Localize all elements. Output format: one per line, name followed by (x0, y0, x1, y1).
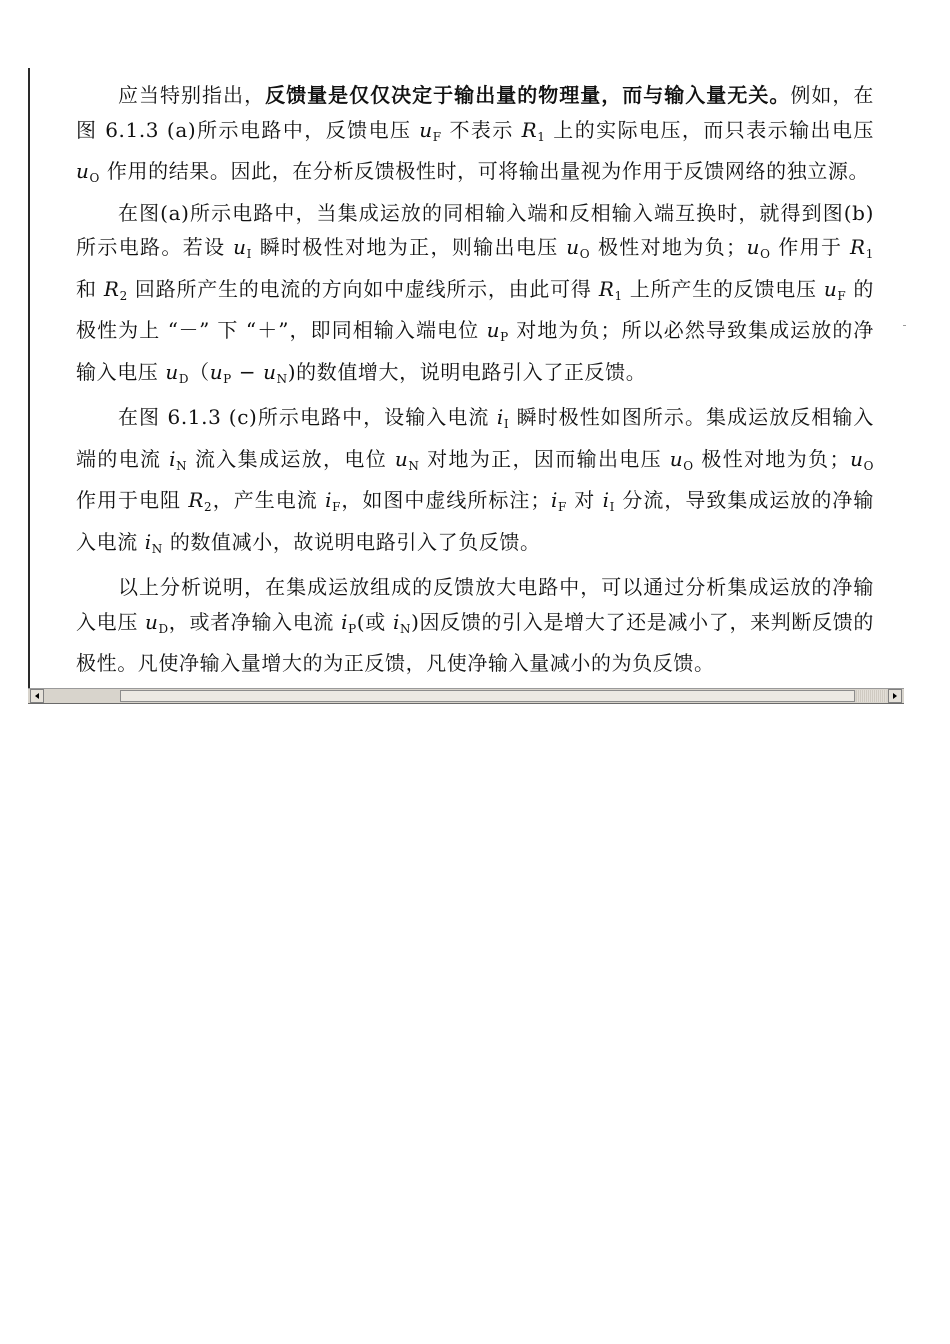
text-run: 不表示 (441, 117, 522, 142)
text-run: 对地为正，因而输出电压 (419, 446, 670, 471)
text-run: 和 (76, 276, 104, 301)
text-run: 极性对地为负； (693, 446, 851, 471)
symbol-R1: $R_1$ (521, 117, 546, 144)
text-run: 作用于 (770, 235, 851, 259)
text-run: 上的实际电压，而只表示输出电压 (545, 117, 874, 142)
paragraph-3 (76, 400, 874, 566)
text-run: − (231, 359, 264, 384)
symbol-iP: $i_P$ (341, 609, 357, 636)
text-run: （ (189, 359, 210, 384)
symbol-uO: $u_O$ (850, 446, 875, 473)
symbol-uN: $u_N$ (394, 446, 420, 473)
symbol-iN: $i_N$ (144, 529, 163, 556)
symbol-iN: $i_N$ (392, 609, 412, 636)
text-run: )的数值增大，说明电路引入了正反馈。 (287, 359, 647, 384)
text-run: 瞬时极性对地为正，则输出电压 (251, 235, 567, 259)
symbol-iN: $i_N$ (169, 446, 188, 473)
text-run: 作用的结果。因此，在分析反馈极性时，可将输出量视为作用于反馈网络的独立源。 (99, 159, 870, 183)
edge-tick-mark (903, 325, 906, 326)
symbol-iF: $i_F$ (551, 488, 567, 514)
text-run: 极性对地为负； (590, 235, 747, 259)
symbol-iI: $i_I$ (602, 488, 616, 514)
scrollbar-track[interactable] (856, 690, 886, 702)
symbol-uF: $u_F$ (823, 276, 847, 303)
text-run: )因反馈的引入是增大了还是减小了，来判断反馈的极性。凡使净输入量增大的为正反馈，凡使净输入量减小的为负反馈。 (76, 609, 875, 675)
text-run: 流入集成运放，电位 (187, 446, 395, 471)
paragraph-4 (76, 570, 874, 681)
text-run: (或 (356, 609, 393, 634)
symbol-uI: $u_I$ (233, 235, 252, 261)
horizontal-scrollbar[interactable] (28, 688, 904, 704)
arrow-left-icon (35, 693, 39, 699)
symbol-R1: $R_1$ (598, 276, 623, 303)
symbol-uF: $u_F$ (419, 117, 442, 144)
document-viewer (28, 68, 904, 704)
paragraph-2 (76, 196, 874, 397)
symbol-uP: $u_P$ (486, 318, 509, 344)
text-run: ，或者净输入电流 (168, 609, 342, 634)
document-text (76, 78, 874, 681)
text-run: 以上分析说明，在集成运放组成的反馈放大电路中，可以通过分析集成运放的净输入电压 (76, 575, 874, 634)
text-run: 分流，导致集成运放的净输入电流 (76, 488, 874, 554)
text-run: 对 (566, 488, 603, 512)
text-run: 对地为负；所以必然导致集成运放的净输入电压 (76, 318, 874, 384)
text-run: ，如图中虚线所标注； (341, 488, 552, 512)
symbol-uD: $u_D$ (165, 359, 190, 386)
paragraph-1 (76, 78, 874, 196)
text-run: 回路所产生的电流的方向如中虚线所示，由此可得 (127, 276, 599, 301)
text-run: 在图 6.1.3 (c)所示电路中，设输入电流 (118, 405, 497, 429)
symbol-iF: $i_F$ (325, 488, 341, 514)
text-run: 应当特别指出， (118, 83, 266, 107)
text-run: 在图(a)所示电路中，当集成运放的同相输入端和反相输入端互换时，就得到图(b)所示电路。若设 (76, 200, 874, 259)
symbol-iI: $i_I$ (496, 405, 510, 431)
symbol-uD: $u_D$ (145, 609, 169, 636)
symbol-uO: $u_O$ (669, 446, 694, 473)
text-run: 的极性为上 “－” 下 “＋”，即同相输入端电位 (76, 276, 875, 342)
symbol-uN: $u_N$ (263, 359, 288, 386)
scrollbar-thumb[interactable] (120, 690, 855, 702)
symbol-R1: $R_1$ (850, 235, 874, 261)
symbol-uO: $u_O$ (746, 235, 771, 261)
scroll-right-button[interactable] (888, 689, 902, 703)
symbol-uO: $u_O$ (566, 235, 591, 261)
symbol-R2: $R_2$ (103, 276, 128, 303)
scroll-left-button[interactable] (30, 689, 44, 703)
text-run: ，产生电流 (212, 488, 326, 512)
arrow-right-icon (893, 693, 897, 699)
left-border (28, 68, 30, 692)
text-run: 的数值减小，故说明电路引入了负反馈。 (162, 529, 541, 554)
text-run: 作用于电阻 (76, 488, 189, 512)
bold-statement: 反馈量是仅仅决定于输出量的物理量，而与输入量无关。 (265, 83, 791, 107)
text-run: 上所产生的反馈电压 (622, 276, 824, 301)
symbol-uO: $u_O$ (76, 159, 100, 185)
symbol-R2: $R_2$ (188, 488, 213, 514)
text-run: 例如，在图 6.1.3 (a)所示电路中，反馈电压 (76, 83, 874, 142)
symbol-uP: $u_P$ (209, 359, 232, 386)
text-run: 瞬时极性如图所示。集成运放反相输入端的电流 (76, 405, 874, 471)
